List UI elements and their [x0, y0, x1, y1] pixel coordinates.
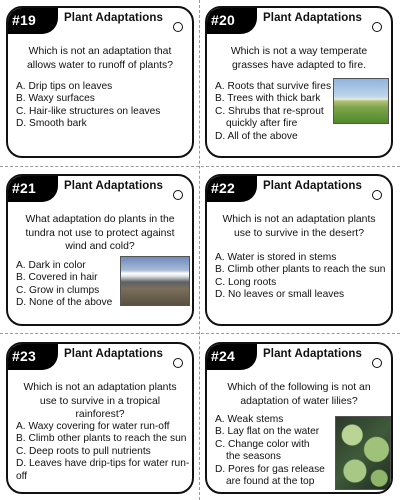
punch-hole-icon — [372, 190, 382, 200]
option-c-continued: the seasons — [226, 451, 281, 463]
option-d-continued: are found at the top — [226, 476, 315, 488]
vertical-cut-line — [199, 0, 200, 500]
card-title: Plant Adaptations — [263, 348, 363, 360]
answer-options — [215, 414, 325, 488]
card-title: Plant Adaptations — [64, 348, 164, 360]
card-number-tab — [8, 344, 58, 370]
option-a: A. Water is stored in stems — [215, 252, 337, 263]
card-question: Which is not an adaptation that allows water to runoff of plants? — [27, 46, 173, 71]
option-d: D. Pores for gas release — [215, 463, 325, 475]
option-d: D. No leaves or small leaves — [215, 289, 345, 301]
option-d: D. None of the above — [16, 297, 113, 309]
option-b: B. Climb other plants to reach the sun — [16, 433, 187, 445]
horizontal-cut-line-2 — [0, 333, 400, 334]
option-a: A. Dark in color — [16, 260, 86, 271]
option-c-continued: quickly after fire — [226, 118, 298, 130]
option-d: D. Leaves have drip-tips for water run-off — [16, 458, 190, 482]
task-card-20 — [205, 6, 393, 158]
horizontal-cut-line-1 — [0, 166, 400, 167]
card-number: #19 — [12, 12, 36, 28]
card-number: #23 — [12, 348, 36, 364]
option-a: A. Waxy covering for water run-off — [16, 421, 170, 432]
option-c: C. Shrubs that re-sprout — [215, 105, 324, 117]
task-card-19 — [6, 6, 194, 158]
option-c: C. Grow in clumps — [16, 284, 100, 296]
task-card-21 — [6, 174, 194, 326]
card-question: Which of the following is not an adaptation of water lilies? — [227, 382, 371, 407]
answer-options — [16, 260, 112, 310]
punch-hole-icon — [173, 22, 183, 32]
option-c: C. Hair-like structures on leaves — [16, 105, 161, 117]
tundra-photo — [120, 256, 190, 306]
answer-options — [215, 252, 385, 302]
option-d: D. All of the above — [215, 130, 298, 142]
card-title: Plant Adaptations — [263, 180, 363, 192]
option-b: B. Waxy surfaces — [16, 93, 95, 105]
card-number: #22 — [211, 180, 235, 196]
card-title: Plant Adaptations — [64, 12, 164, 24]
water-lily-photo — [335, 416, 391, 490]
option-b: B. Lay flat on the water — [215, 426, 320, 438]
punch-hole-icon — [372, 22, 382, 32]
answer-options — [16, 421, 192, 483]
option-d: D. Smooth bark — [16, 118, 87, 130]
card-number-tab — [207, 8, 257, 34]
card-number: #21 — [12, 180, 36, 196]
card-question: Which is not an adaptation plants use to survive in a tropical rainforest? — [23, 382, 177, 420]
answer-options — [16, 81, 160, 131]
option-b: B. Covered in hair — [16, 272, 98, 284]
option-a: A. Weak stems — [215, 414, 284, 425]
task-card-22 — [205, 174, 393, 326]
option-c: C. Deep roots to pull nutrients — [16, 445, 151, 457]
answer-options — [215, 81, 331, 143]
option-a: A. Roots that survive fires — [215, 81, 332, 92]
grassland-photo — [333, 78, 389, 124]
punch-hole-icon — [173, 358, 183, 368]
option-a: A. Drip tips on leaves — [16, 81, 113, 92]
card-title: Plant Adaptations — [263, 12, 363, 24]
card-number-tab — [8, 176, 58, 202]
card-title: Plant Adaptations — [64, 180, 164, 192]
option-c: C. Change color with — [215, 438, 310, 450]
option-b: B. Trees with thick bark — [215, 93, 321, 105]
option-b: B. Climb other plants to reach the sun — [215, 264, 386, 276]
card-question: What adaptation do plants in the tundra not use to protect against wind and cold? — [25, 214, 175, 252]
card-number-tab — [207, 344, 257, 370]
punch-hole-icon — [173, 190, 183, 200]
option-c: C. Long roots — [215, 276, 277, 288]
task-card-24 — [205, 342, 393, 494]
card-number-tab — [207, 176, 257, 202]
card-question: Which is not an adaptation plants use to survive in the desert? — [222, 214, 376, 239]
card-number-tab — [8, 8, 58, 34]
card-question: Which is not a way temperate grasses have adapted to fire. — [230, 46, 368, 71]
card-number: #20 — [211, 12, 235, 28]
card-number: #24 — [211, 348, 235, 364]
punch-hole-icon — [372, 358, 382, 368]
task-card-23 — [6, 342, 194, 494]
